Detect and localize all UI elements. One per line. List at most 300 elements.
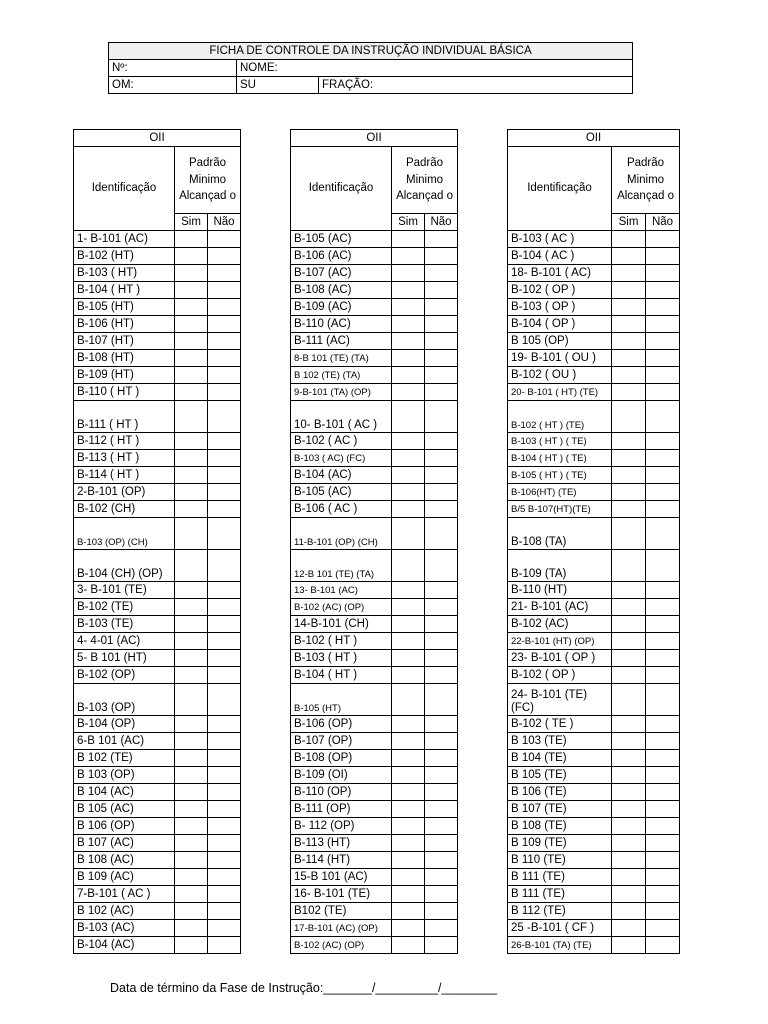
nao-checkbox-cell[interactable] <box>425 903 458 920</box>
sim-checkbox-cell[interactable] <box>612 401 646 433</box>
sim-checkbox-cell[interactable] <box>392 684 425 716</box>
sim-checkbox-cell[interactable] <box>612 518 646 550</box>
nao-checkbox-cell[interactable] <box>646 484 680 501</box>
nao-checkbox-cell[interactable] <box>208 767 241 784</box>
nao-checkbox-cell[interactable] <box>425 433 458 450</box>
sim-checkbox-cell[interactable] <box>612 667 646 684</box>
sim-checkbox-cell[interactable] <box>175 784 208 801</box>
oii-header: OII <box>74 130 241 147</box>
nao-checkbox-cell[interactable] <box>646 633 680 650</box>
sim-checkbox-cell[interactable] <box>175 484 208 501</box>
sim-checkbox-cell[interactable] <box>175 633 208 650</box>
sim-checkbox-cell[interactable] <box>392 518 425 550</box>
sim-checkbox-cell[interactable] <box>175 350 208 367</box>
nao-checkbox-cell[interactable] <box>646 248 680 265</box>
table-row <box>291 633 458 650</box>
nao-checkbox-cell[interactable] <box>208 433 241 450</box>
nao-checkbox-cell[interactable] <box>646 518 680 550</box>
sim-checkbox-cell[interactable] <box>175 869 208 886</box>
nao-checkbox-cell[interactable] <box>208 716 241 733</box>
sim-checkbox-cell[interactable] <box>175 750 208 767</box>
sim-checkbox-cell[interactable] <box>175 333 208 350</box>
sim-checkbox-cell[interactable] <box>612 299 646 316</box>
table-row <box>74 767 241 784</box>
sim-checkbox-cell[interactable] <box>612 767 646 784</box>
nao-checkbox-cell[interactable] <box>646 750 680 767</box>
nao-checkbox-cell[interactable] <box>646 384 680 401</box>
identificacao-cell: 24- B-101 (TE) (FC) <box>508 684 612 716</box>
sim-checkbox-cell[interactable] <box>175 903 208 920</box>
nao-checkbox-cell[interactable] <box>646 450 680 467</box>
nao-checkbox-cell[interactable] <box>425 818 458 835</box>
sim-checkbox-cell[interactable] <box>175 316 208 333</box>
completion-date-line[interactable]: Data de término da Fase de Instrução:_______/_________/________ <box>110 981 498 995</box>
sim-checkbox-cell[interactable] <box>175 518 208 550</box>
sim-checkbox-cell[interactable] <box>612 450 646 467</box>
identificacao-cell: B-102 ( OU ) <box>508 367 612 384</box>
nao-checkbox-cell[interactable] <box>208 835 241 852</box>
table-row <box>291 231 458 248</box>
table-row <box>74 650 241 667</box>
table-row <box>508 750 680 767</box>
number-field[interactable]: Nº: <box>109 60 237 77</box>
sim-checkbox-cell[interactable] <box>175 282 208 299</box>
nao-checkbox-cell[interactable] <box>208 937 241 954</box>
sim-checkbox-cell[interactable] <box>612 801 646 818</box>
sim-checkbox-cell[interactable] <box>392 633 425 650</box>
identificacao-cell: B-102 (HT) <box>74 248 175 265</box>
nao-checkbox-cell[interactable] <box>425 401 458 433</box>
oii-header: OII <box>291 130 458 147</box>
nao-checkbox-cell[interactable] <box>425 231 458 248</box>
sim-checkbox-cell[interactable] <box>175 650 208 667</box>
identificacao-cell: B-104 (CH) (OP) <box>74 550 175 582</box>
nao-checkbox-cell[interactable] <box>646 869 680 886</box>
sim-checkbox-cell[interactable] <box>612 716 646 733</box>
nao-checkbox-cell[interactable] <box>425 750 458 767</box>
identificacao-cell: B-103 ( HT ) ( TE) <box>508 433 612 450</box>
sim-checkbox-cell[interactable] <box>392 716 425 733</box>
sim-checkbox-cell[interactable] <box>612 550 646 582</box>
nao-checkbox-cell[interactable] <box>425 767 458 784</box>
nao-checkbox-cell[interactable] <box>425 784 458 801</box>
identificacao-cell: B-106 ( AC ) <box>291 501 392 518</box>
om-field[interactable]: OM: <box>109 77 237 94</box>
nao-checkbox-cell[interactable] <box>646 367 680 384</box>
nao-checkbox-cell[interactable] <box>646 886 680 903</box>
sim-checkbox-cell[interactable] <box>392 367 425 384</box>
identificacao-cell: B 108 (TE) <box>508 818 612 835</box>
sim-checkbox-cell[interactable] <box>392 433 425 450</box>
nao-checkbox-cell[interactable] <box>646 616 680 633</box>
sim-checkbox-cell[interactable] <box>612 784 646 801</box>
nao-checkbox-cell[interactable] <box>425 650 458 667</box>
sim-checkbox-cell[interactable] <box>612 433 646 450</box>
table-row <box>291 401 458 433</box>
table-row <box>291 484 458 501</box>
nao-checkbox-cell[interactable] <box>208 550 241 582</box>
sim-checkbox-cell[interactable] <box>392 650 425 667</box>
nao-checkbox-cell[interactable] <box>208 733 241 750</box>
nao-checkbox-cell[interactable] <box>646 350 680 367</box>
sim-checkbox-cell[interactable] <box>612 886 646 903</box>
nao-checkbox-cell[interactable] <box>425 248 458 265</box>
sim-checkbox-cell[interactable] <box>175 616 208 633</box>
nao-checkbox-cell[interactable] <box>425 384 458 401</box>
identificacao-cell: 13- B-101 (AC) <box>291 582 392 599</box>
nao-checkbox-cell[interactable] <box>208 450 241 467</box>
sim-checkbox-cell[interactable] <box>175 733 208 750</box>
sim-checkbox-cell[interactable] <box>612 869 646 886</box>
table-row <box>508 852 680 869</box>
nao-checkbox-cell[interactable] <box>425 350 458 367</box>
sim-checkbox-cell[interactable] <box>612 633 646 650</box>
nao-checkbox-cell[interactable] <box>646 401 680 433</box>
nao-checkbox-cell[interactable] <box>208 299 241 316</box>
nao-checkbox-cell[interactable] <box>425 937 458 954</box>
nao-checkbox-cell[interactable] <box>425 467 458 484</box>
sim-checkbox-cell[interactable] <box>175 401 208 433</box>
nao-checkbox-cell[interactable] <box>425 684 458 716</box>
nao-checkbox-cell[interactable] <box>646 852 680 869</box>
sim-checkbox-cell[interactable] <box>175 501 208 518</box>
sim-checkbox-cell[interactable] <box>612 316 646 333</box>
nao-checkbox-cell[interactable] <box>646 550 680 582</box>
sim-checkbox-cell[interactable] <box>612 920 646 937</box>
sim-checkbox-cell[interactable] <box>392 818 425 835</box>
sim-checkbox-cell[interactable] <box>392 450 425 467</box>
identificacao-cell: 6-B 101 (AC) <box>74 733 175 750</box>
nao-checkbox-cell[interactable] <box>208 633 241 650</box>
table-row <box>74 299 241 316</box>
sim-checkbox-cell[interactable] <box>392 550 425 582</box>
sim-checkbox-cell[interactable] <box>392 333 425 350</box>
sim-checkbox-cell[interactable] <box>612 265 646 282</box>
nao-checkbox-cell[interactable] <box>425 886 458 903</box>
sim-checkbox-cell[interactable] <box>175 265 208 282</box>
sim-checkbox-cell[interactable] <box>392 248 425 265</box>
nao-checkbox-cell[interactable] <box>208 869 241 886</box>
nao-checkbox-cell[interactable] <box>425 299 458 316</box>
identificacao-cell: B 105 (TE) <box>508 767 612 784</box>
identificacao-cell: B-110 (AC) <box>291 316 392 333</box>
sim-checkbox-cell[interactable] <box>392 903 425 920</box>
sim-checkbox-cell[interactable] <box>392 835 425 852</box>
identificacao-cell: B-102 (CH) <box>74 501 175 518</box>
sim-checkbox-cell[interactable] <box>175 384 208 401</box>
nao-checkbox-cell[interactable] <box>646 920 680 937</box>
nao-checkbox-cell[interactable] <box>208 886 241 903</box>
sim-checkbox-cell[interactable] <box>175 550 208 582</box>
sim-checkbox-cell[interactable] <box>612 333 646 350</box>
nao-checkbox-cell[interactable] <box>425 801 458 818</box>
identificacao-cell: B-102 ( TE ) <box>508 716 612 733</box>
sim-checkbox-cell[interactable] <box>392 484 425 501</box>
sim-checkbox-cell[interactable] <box>392 616 425 633</box>
sim-checkbox-cell[interactable] <box>392 316 425 333</box>
sim-checkbox-cell[interactable] <box>612 733 646 750</box>
nao-checkbox-cell[interactable] <box>208 316 241 333</box>
identificacao-cell: B-105 (HT) <box>74 299 175 316</box>
sim-checkbox-cell[interactable] <box>175 937 208 954</box>
nao-checkbox-cell[interactable] <box>646 501 680 518</box>
sim-checkbox-cell[interactable] <box>175 231 208 248</box>
table-row <box>508 248 680 265</box>
sim-checkbox-cell[interactable] <box>392 299 425 316</box>
sim-checkbox-cell[interactable] <box>392 384 425 401</box>
nao-checkbox-cell[interactable] <box>646 282 680 299</box>
sim-checkbox-cell[interactable] <box>612 903 646 920</box>
nao-checkbox-cell[interactable] <box>425 835 458 852</box>
sim-checkbox-cell[interactable] <box>175 667 208 684</box>
nao-checkbox-cell[interactable] <box>425 599 458 616</box>
sim-checkbox-cell[interactable] <box>175 299 208 316</box>
nao-checkbox-cell[interactable] <box>208 265 241 282</box>
table-row <box>508 767 680 784</box>
nao-checkbox-cell[interactable] <box>208 501 241 518</box>
sim-checkbox-cell[interactable] <box>175 886 208 903</box>
sim-checkbox-cell[interactable] <box>175 818 208 835</box>
nao-checkbox-cell[interactable] <box>208 282 241 299</box>
su-field[interactable]: SU <box>237 77 319 94</box>
nao-checkbox-cell[interactable] <box>646 937 680 954</box>
sim-checkbox-cell[interactable] <box>612 684 646 716</box>
identificacao-cell: B-103 (OP) (CH) <box>74 518 175 550</box>
sim-checkbox-cell[interactable] <box>612 852 646 869</box>
sim-checkbox-cell[interactable] <box>175 684 208 716</box>
sim-checkbox-cell[interactable] <box>175 248 208 265</box>
table-row <box>291 350 458 367</box>
sim-checkbox-cell[interactable] <box>175 767 208 784</box>
nao-checkbox-cell[interactable] <box>646 733 680 750</box>
sim-checkbox-cell[interactable] <box>175 599 208 616</box>
sim-checkbox-cell[interactable] <box>392 501 425 518</box>
nao-checkbox-cell[interactable] <box>425 716 458 733</box>
identificacao-cell: B-109 (TA) <box>508 550 612 582</box>
identificacao-cell: B-110 ( HT ) <box>74 384 175 401</box>
sim-checkbox-cell[interactable] <box>392 667 425 684</box>
nao-checkbox-cell[interactable] <box>208 248 241 265</box>
sim-checkbox-cell[interactable] <box>175 716 208 733</box>
identificacao-cell: B-107 (HT) <box>74 333 175 350</box>
nao-checkbox-cell[interactable] <box>646 467 680 484</box>
nao-checkbox-cell[interactable] <box>208 518 241 550</box>
sim-header: Sim <box>612 214 646 231</box>
nao-checkbox-cell[interactable] <box>208 784 241 801</box>
identificacao-cell: B-110 (HT) <box>508 582 612 599</box>
sim-checkbox-cell[interactable] <box>612 350 646 367</box>
nao-checkbox-cell[interactable] <box>425 282 458 299</box>
table-row <box>74 433 241 450</box>
sim-checkbox-cell[interactable] <box>612 282 646 299</box>
nao-checkbox-cell[interactable] <box>646 716 680 733</box>
sim-checkbox-cell[interactable] <box>612 650 646 667</box>
sim-checkbox-cell[interactable] <box>392 231 425 248</box>
nao-checkbox-cell[interactable] <box>646 801 680 818</box>
sim-checkbox-cell[interactable] <box>392 733 425 750</box>
nao-checkbox-cell[interactable] <box>425 582 458 599</box>
sim-checkbox-cell[interactable] <box>392 886 425 903</box>
nao-checkbox-cell[interactable] <box>208 852 241 869</box>
table-row <box>508 801 680 818</box>
nao-checkbox-cell[interactable] <box>208 467 241 484</box>
sim-checkbox-cell[interactable] <box>175 367 208 384</box>
nao-header: Não <box>208 214 241 231</box>
nao-checkbox-cell[interactable] <box>425 484 458 501</box>
identificacao-cell: 10- B-101 ( AC ) <box>291 401 392 433</box>
nao-checkbox-cell[interactable] <box>646 299 680 316</box>
identificacao-cell: B/5 B-107(HT)(TE) <box>508 501 612 518</box>
nao-checkbox-cell[interactable] <box>646 818 680 835</box>
sim-checkbox-cell[interactable] <box>392 750 425 767</box>
nao-checkbox-cell[interactable] <box>208 599 241 616</box>
sim-checkbox-cell[interactable] <box>612 367 646 384</box>
sim-checkbox-cell[interactable] <box>392 401 425 433</box>
nao-checkbox-cell[interactable] <box>646 835 680 852</box>
sim-checkbox-cell[interactable] <box>392 350 425 367</box>
table-row <box>508 518 680 550</box>
sim-checkbox-cell[interactable] <box>175 433 208 450</box>
nao-checkbox-cell[interactable] <box>208 231 241 248</box>
sim-checkbox-cell[interactable] <box>392 920 425 937</box>
sim-checkbox-cell[interactable] <box>392 282 425 299</box>
sim-checkbox-cell[interactable] <box>392 784 425 801</box>
nao-checkbox-cell[interactable] <box>646 265 680 282</box>
table-row <box>508 616 680 633</box>
nao-checkbox-cell[interactable] <box>646 667 680 684</box>
table-row <box>508 350 680 367</box>
nao-checkbox-cell[interactable] <box>425 633 458 650</box>
identificacao-cell: B-111 (OP) <box>291 801 392 818</box>
nao-checkbox-cell[interactable] <box>425 616 458 633</box>
nao-checkbox-cell[interactable] <box>208 582 241 599</box>
table-row <box>508 450 680 467</box>
sim-checkbox-cell[interactable] <box>175 852 208 869</box>
nao-checkbox-cell[interactable] <box>425 367 458 384</box>
sim-checkbox-cell[interactable] <box>392 467 425 484</box>
nao-checkbox-cell[interactable] <box>208 616 241 633</box>
sim-checkbox-cell[interactable] <box>175 467 208 484</box>
nao-checkbox-cell[interactable] <box>425 667 458 684</box>
nao-checkbox-cell[interactable] <box>425 733 458 750</box>
sim-checkbox-cell[interactable] <box>612 384 646 401</box>
table-row <box>291 316 458 333</box>
nao-checkbox-cell[interactable] <box>208 333 241 350</box>
nao-checkbox-cell[interactable] <box>208 367 241 384</box>
sim-checkbox-cell[interactable] <box>175 920 208 937</box>
sim-checkbox-cell[interactable] <box>612 484 646 501</box>
sim-checkbox-cell[interactable] <box>392 937 425 954</box>
table-row <box>74 716 241 733</box>
sim-checkbox-cell[interactable] <box>175 801 208 818</box>
sim-checkbox-cell[interactable] <box>175 450 208 467</box>
sim-checkbox-cell[interactable] <box>612 231 646 248</box>
nao-checkbox-cell[interactable] <box>208 384 241 401</box>
table-row <box>508 684 680 716</box>
table-row <box>291 582 458 599</box>
nao-checkbox-cell[interactable] <box>646 231 680 248</box>
sim-checkbox-cell[interactable] <box>612 835 646 852</box>
nao-checkbox-cell[interactable] <box>425 316 458 333</box>
table-row <box>74 667 241 684</box>
sim-checkbox-cell[interactable] <box>392 599 425 616</box>
sim-checkbox-cell[interactable] <box>392 869 425 886</box>
identificacao-cell: B-106 (HT) <box>74 316 175 333</box>
table-row <box>291 450 458 467</box>
nao-checkbox-cell[interactable] <box>208 350 241 367</box>
table-row <box>291 501 458 518</box>
nao-checkbox-cell[interactable] <box>425 333 458 350</box>
nao-checkbox-cell[interactable] <box>646 767 680 784</box>
table-row <box>508 599 680 616</box>
sim-checkbox-cell[interactable] <box>612 616 646 633</box>
sim-checkbox-cell[interactable] <box>612 599 646 616</box>
sim-checkbox-cell[interactable] <box>392 852 425 869</box>
nao-checkbox-cell[interactable] <box>646 599 680 616</box>
fracao-field[interactable]: FRAÇÃO: <box>319 77 633 94</box>
nao-checkbox-cell[interactable] <box>208 484 241 501</box>
nao-checkbox-cell[interactable] <box>646 433 680 450</box>
nao-checkbox-cell[interactable] <box>646 582 680 599</box>
identificacao-cell: 9-B-101 (TA) (OP) <box>291 384 392 401</box>
nao-checkbox-cell[interactable] <box>208 750 241 767</box>
nao-checkbox-cell[interactable] <box>646 684 680 716</box>
sim-checkbox-cell[interactable] <box>175 582 208 599</box>
sim-checkbox-cell[interactable] <box>612 248 646 265</box>
nao-checkbox-cell[interactable] <box>425 550 458 582</box>
nao-checkbox-cell[interactable] <box>646 316 680 333</box>
nao-checkbox-cell[interactable] <box>208 920 241 937</box>
sim-checkbox-cell[interactable] <box>612 818 646 835</box>
nao-checkbox-cell[interactable] <box>646 903 680 920</box>
nao-checkbox-cell[interactable] <box>425 852 458 869</box>
identificacao-cell: 2-B-101 (OP) <box>74 484 175 501</box>
nao-checkbox-cell[interactable] <box>208 818 241 835</box>
sim-checkbox-cell[interactable] <box>612 750 646 767</box>
nao-checkbox-cell[interactable] <box>208 401 241 433</box>
nao-checkbox-cell[interactable] <box>425 869 458 886</box>
table-row <box>74 733 241 750</box>
nao-checkbox-cell[interactable] <box>208 650 241 667</box>
sim-checkbox-cell[interactable] <box>392 582 425 599</box>
name-field[interactable]: NOME: <box>237 60 633 77</box>
nao-checkbox-cell[interactable] <box>208 684 241 716</box>
sim-checkbox-cell[interactable] <box>612 937 646 954</box>
nao-checkbox-cell[interactable] <box>208 801 241 818</box>
nao-checkbox-cell[interactable] <box>646 650 680 667</box>
sim-checkbox-cell[interactable] <box>392 767 425 784</box>
nao-checkbox-cell[interactable] <box>425 501 458 518</box>
identificacao-cell: 21- B-101 (AC) <box>508 599 612 616</box>
table-row <box>74 265 241 282</box>
sim-checkbox-cell[interactable] <box>392 265 425 282</box>
sim-checkbox-cell[interactable] <box>612 501 646 518</box>
table-row <box>508 835 680 852</box>
nao-checkbox-cell[interactable] <box>425 265 458 282</box>
nao-checkbox-cell[interactable] <box>208 903 241 920</box>
nao-checkbox-cell[interactable] <box>646 784 680 801</box>
sim-checkbox-cell[interactable] <box>175 835 208 852</box>
nao-checkbox-cell[interactable] <box>425 450 458 467</box>
nao-checkbox-cell[interactable] <box>425 518 458 550</box>
nao-checkbox-cell[interactable] <box>646 333 680 350</box>
sim-checkbox-cell[interactable] <box>612 582 646 599</box>
sim-checkbox-cell[interactable] <box>612 467 646 484</box>
sim-checkbox-cell[interactable] <box>392 801 425 818</box>
nao-checkbox-cell[interactable] <box>208 667 241 684</box>
nao-checkbox-cell[interactable] <box>425 920 458 937</box>
identificacao-cell: 25 -B-101 ( CF ) <box>508 920 612 937</box>
